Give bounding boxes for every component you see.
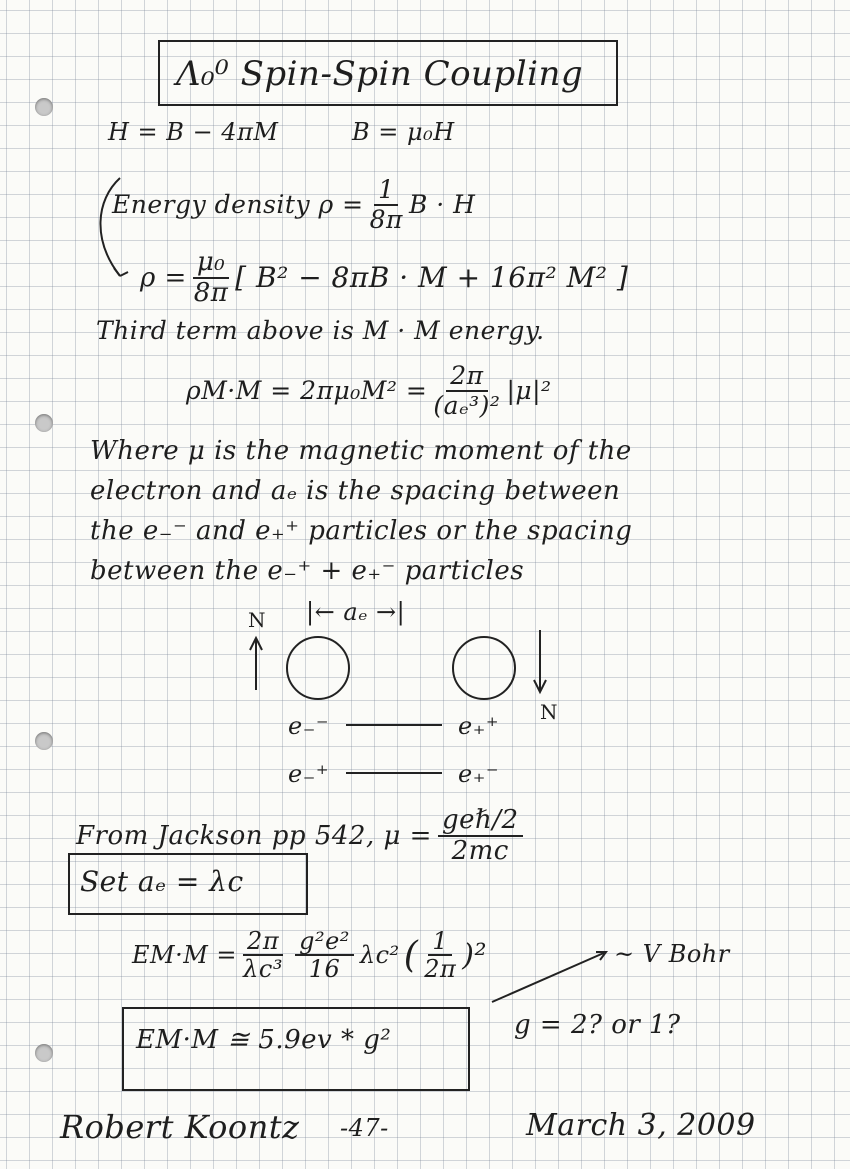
- equation-h: H = B − 4πM: [108, 118, 279, 146]
- signature: Robert Koontz: [60, 1108, 300, 1146]
- emm-equation: [132, 928, 487, 983]
- date: March 3, 2009: [526, 1108, 756, 1143]
- third-term-note: Third term above is M · M energy.: [96, 316, 545, 345]
- spacing-label: |← aₑ →|: [306, 598, 406, 626]
- energy-density-label: Energy density ρ =: [112, 190, 364, 219]
- pair-line: [346, 724, 442, 726]
- particle-label: e₊⁺: [458, 712, 500, 740]
- page-number: -47-: [340, 1114, 389, 1142]
- rho-mm-rhs: |μ|²: [506, 376, 552, 405]
- paragraph-line: Where μ is the magnetic moment of the: [90, 436, 632, 466]
- emm-fraction-3: $\frac{1}{2\pi}$: [424, 927, 457, 984]
- paragraph-line: electron and aₑ is the spacing between: [90, 476, 621, 506]
- page-title: Λ₀⁰ Spin-Spin Coupling: [176, 54, 584, 94]
- emm-lhs: EM·M =: [132, 941, 238, 970]
- result-box: [122, 1007, 470, 1091]
- emm-tail: )²: [462, 937, 488, 973]
- rho-rhs: [ B² − 8πB · M + 16π² M² ]: [235, 261, 629, 295]
- energy-density-rhs: B · H: [408, 190, 476, 219]
- pair-line: [346, 772, 442, 774]
- result-text: EM·M ≅ 5.9ev * g²: [136, 1025, 392, 1055]
- set-ae-box: [68, 853, 308, 915]
- energy-density-fraction: $\frac{1}{8\pi}$: [369, 175, 403, 234]
- paragraph-line: the e₋⁻ and e₊⁺ particles or the spacing: [90, 516, 633, 546]
- emm-fraction-1: $\frac{2\pi}{\text{λc³}}$: [243, 927, 283, 984]
- g-question: g = 2? or 1?: [514, 1010, 681, 1040]
- north-label-right: N: [540, 700, 558, 724]
- north-label-left: N: [248, 608, 266, 632]
- particle-label: e₊⁻: [458, 760, 500, 788]
- paragraph-line: between the e₋⁺ + e₊⁻ particles: [90, 556, 525, 586]
- v-bohr-note: ~ V Bohr: [614, 940, 730, 968]
- rho-lhs: ρ =: [140, 262, 187, 293]
- equation-b: B = μ₀H: [352, 118, 455, 146]
- open-paren: (: [403, 934, 419, 976]
- emm-lambda: λc²: [359, 941, 400, 970]
- emm-fraction-2: $\frac{\text{g²e²}}{16}$: [295, 928, 354, 983]
- jackson-fraction: $\frac{\text{geℏ/2}}{2mc}$: [438, 806, 523, 865]
- jackson-lhs: From Jackson pp 542, μ =: [76, 820, 432, 851]
- rho-fraction: $\frac{\text{μ₀}}{8\pi}$: [193, 247, 229, 308]
- set-ae-text: Set aₑ = λc: [80, 865, 244, 898]
- rho-mm-fraction: $\frac{2\pi}{\text{(aₑ³)²}}$: [433, 361, 501, 420]
- particle-label: e₋⁺: [288, 760, 330, 788]
- rho-mm-lhs: ρM·M = 2πμ₀M² =: [186, 376, 428, 405]
- particle-label: e₋⁻: [288, 712, 330, 740]
